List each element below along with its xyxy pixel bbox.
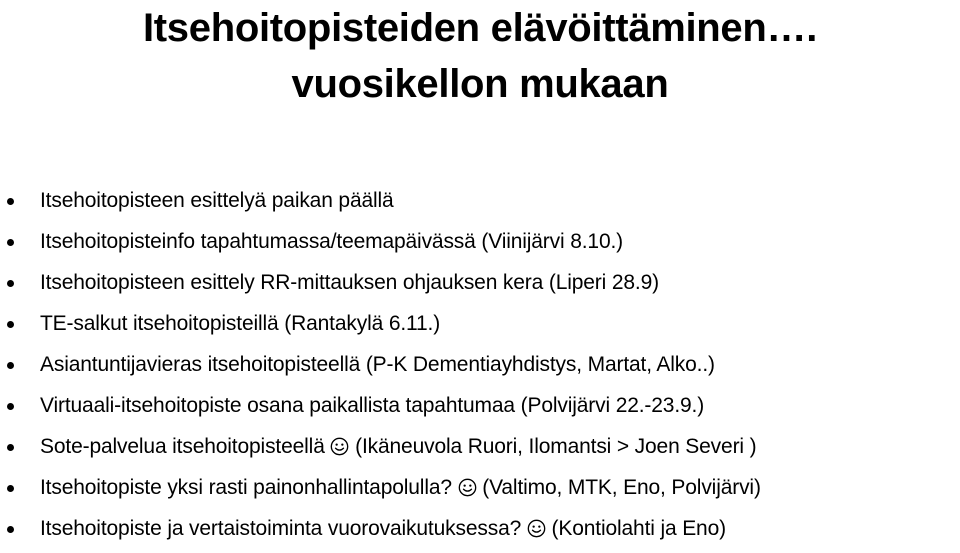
bullet-dot-icon <box>7 444 14 451</box>
smiley-icon <box>527 519 546 538</box>
list-item-text: Asiantuntijavieras itsehoitopisteellä (P-K Dementiayhdistys, Martat, Alko..) <box>40 353 715 376</box>
list-item-text-after: (Kontiolahti ja Eno) <box>551 517 726 540</box>
slide-title <box>0 0 960 112</box>
list-item-text-before: Itsehoitopiste ja vertaistoiminta vuorovaikutuksessa? <box>40 517 522 540</box>
slide-title-line-1: Itsehoitopisteiden elävöittäminen…. <box>142 6 818 50</box>
list-item-text: Itsehoitopisteen esittelyä paikan päällä <box>40 189 394 212</box>
bullet-dot-icon <box>7 362 14 369</box>
list-item <box>0 471 960 512</box>
list-item <box>0 512 960 553</box>
smiley-icon <box>458 478 477 497</box>
list-item-text: Itsehoitopisteinfo tapahtumassa/teemapäivässä (Viinijärvi 8.10.) <box>40 230 624 253</box>
list-item <box>0 348 960 389</box>
bullet-dot-icon <box>7 403 14 410</box>
list-item <box>0 184 960 225</box>
list-item <box>0 307 960 348</box>
list-item <box>0 389 960 430</box>
list-item <box>0 225 960 266</box>
list-item-text: TE-salkut itsehoitopisteillä (Rantakylä 6.11.) <box>40 312 441 335</box>
list-item <box>0 430 960 471</box>
list-item-text: Virtuaali-itsehoitopiste osana paikallista tapahtumaa (Polvijärvi 22.-23.9.) <box>40 394 705 417</box>
bullet-list <box>0 184 960 553</box>
bullet-dot-icon <box>7 321 14 328</box>
list-item-text-before: Itsehoitopiste yksi rasti painonhallintapolulla? <box>40 476 452 499</box>
list-item-text-after: (Ikäneuvola Ruori, Ilomantsi > Joen Severi ) <box>355 435 757 458</box>
list-item <box>0 266 960 307</box>
list-item-text-after: (Valtimo, MTK, Eno, Polvijärvi) <box>482 476 761 499</box>
bullet-dot-icon <box>7 239 14 246</box>
bullet-dot-icon <box>7 526 14 533</box>
bullet-dot-icon <box>7 198 14 205</box>
bullet-dot-icon <box>7 485 14 492</box>
list-item-text: Itsehoitopisteen esittely RR-mittauksen ohjauksen kera (Liperi 28.9) <box>40 271 659 294</box>
slide-title-line-2: vuosikellon mukaan <box>291 62 669 106</box>
list-item-text-before: Sote-palvelua itsehoitopisteellä <box>40 435 325 458</box>
bullet-dot-icon <box>7 280 14 287</box>
smiley-icon <box>330 437 349 456</box>
